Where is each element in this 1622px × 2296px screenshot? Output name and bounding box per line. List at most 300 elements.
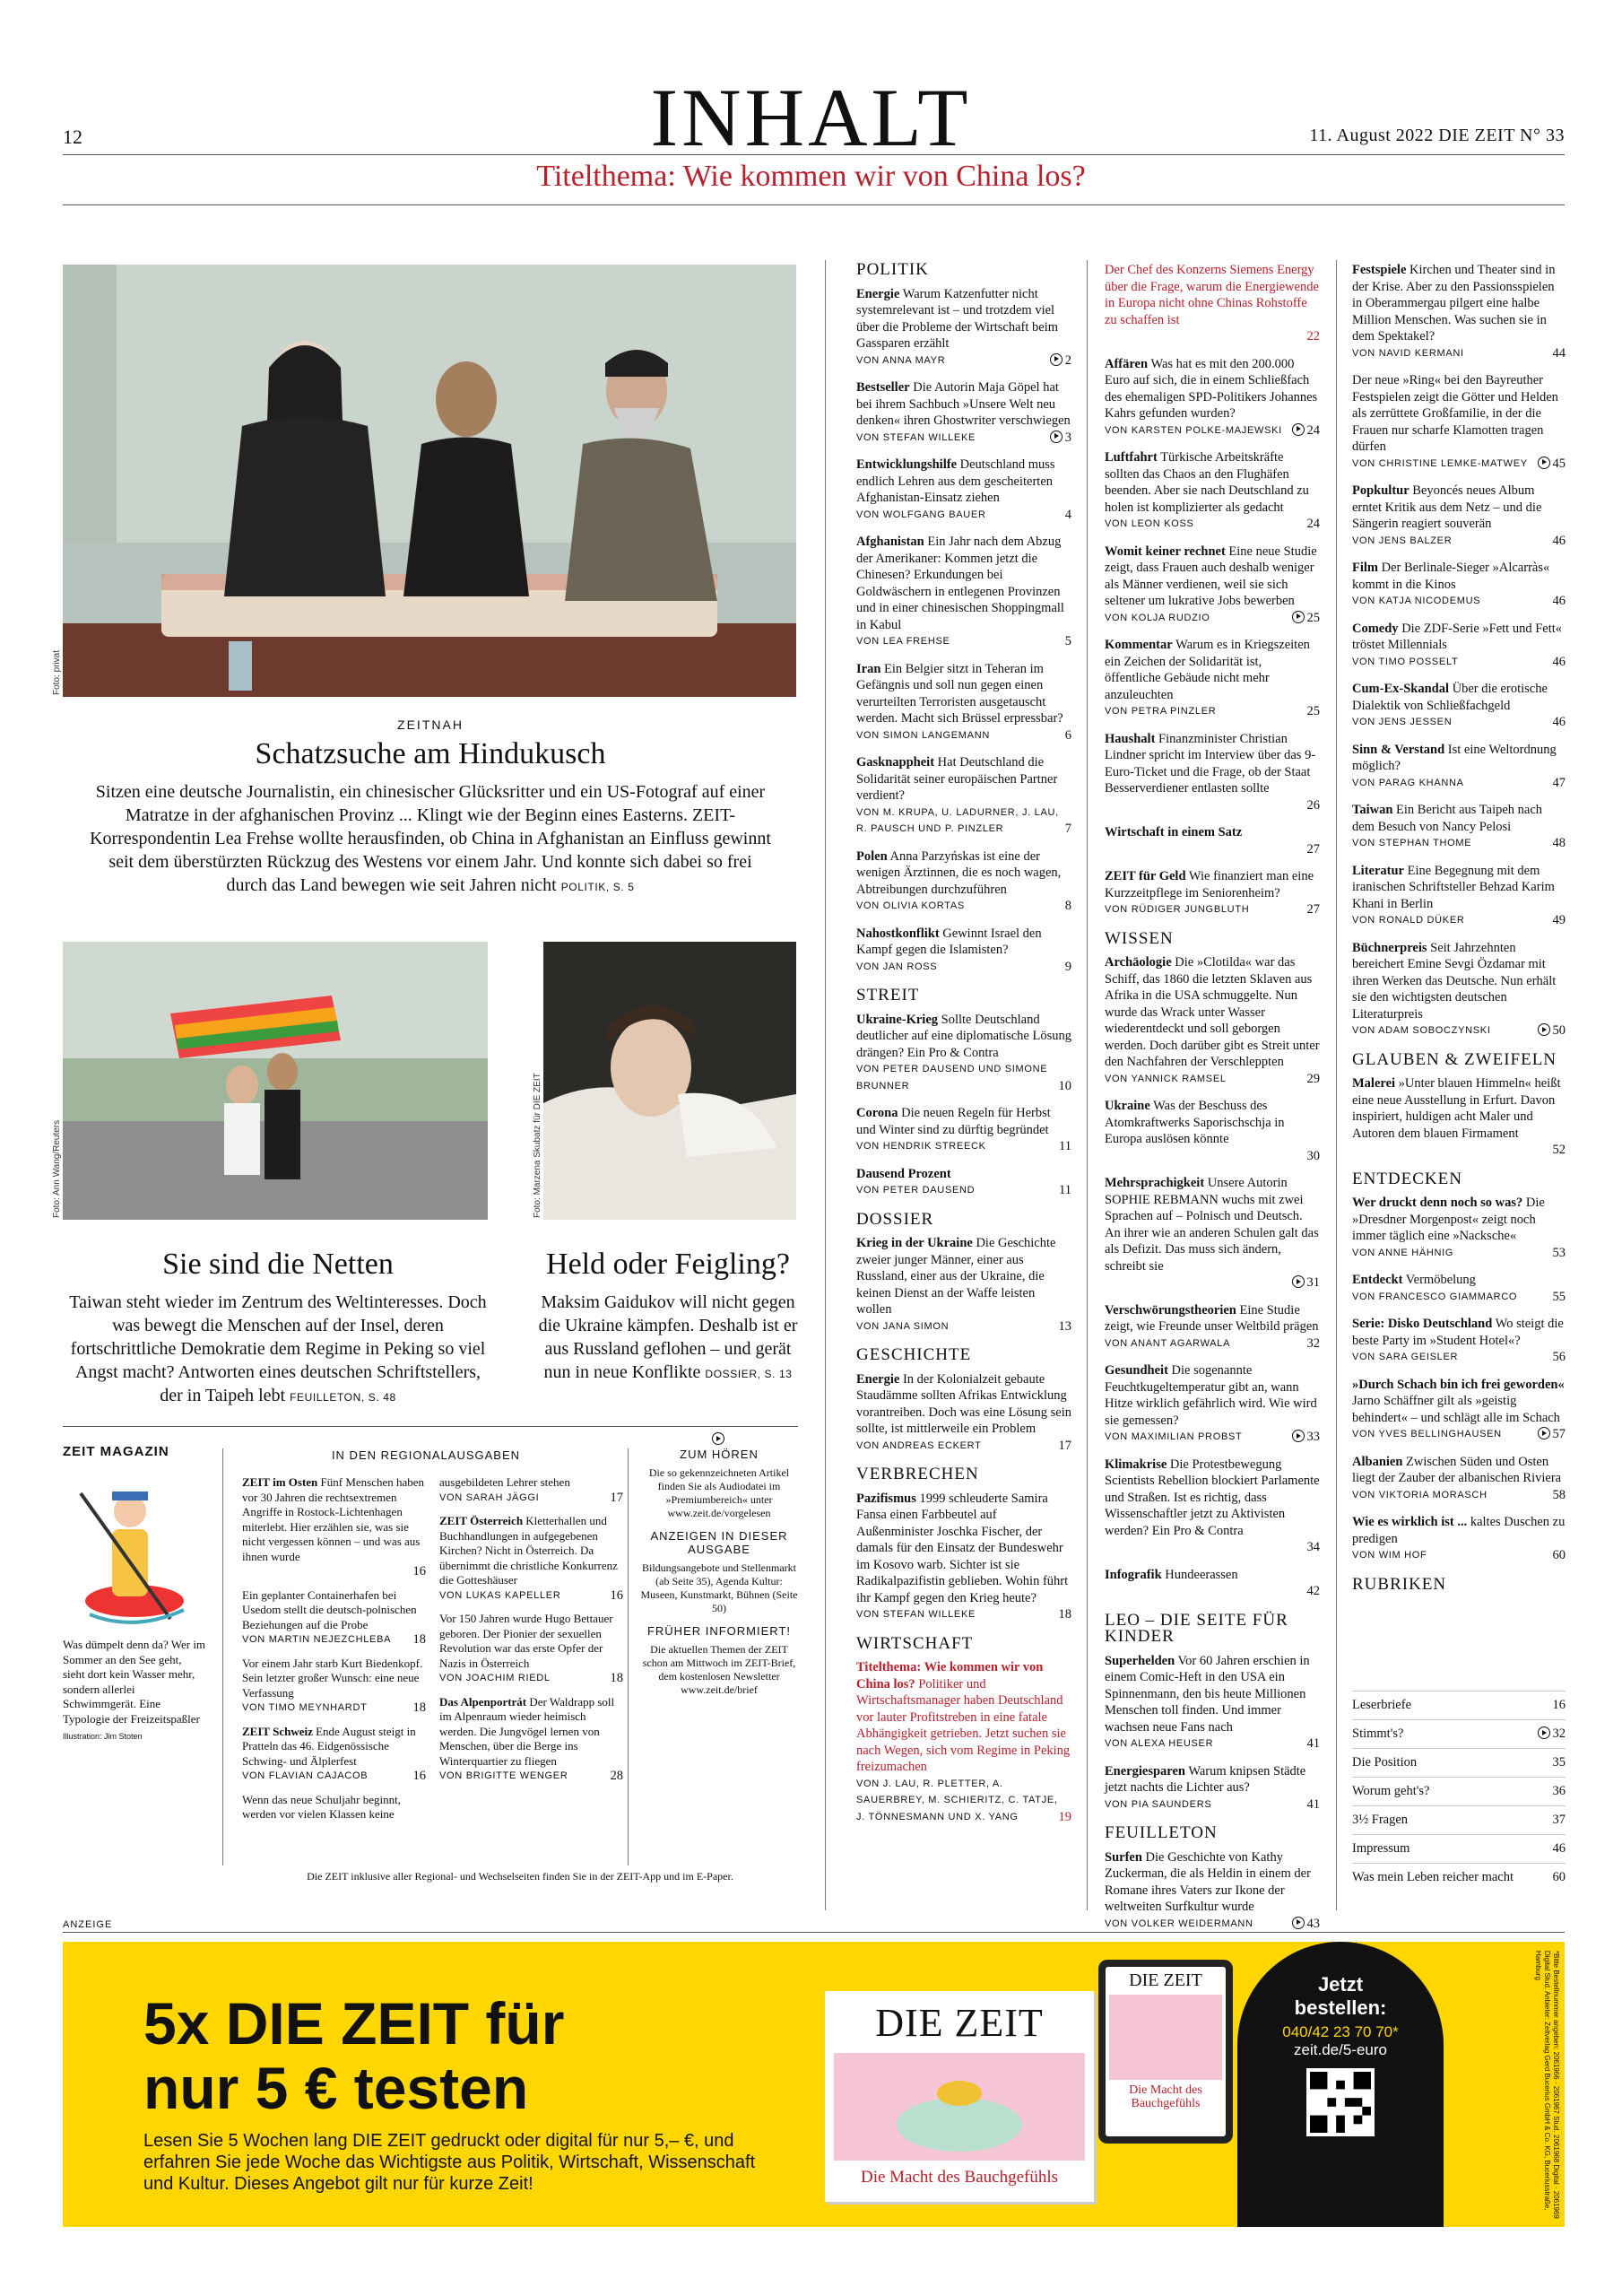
toc-entry-page bbox=[1553, 345, 1566, 362]
toc-entry-teaser: Was hat es mit den 200.000 Euro auf sich, die in einem Schließfach des ehemaligen SPD-Politikers Johannes Kahrs gefunden wurden? bbox=[1105, 356, 1318, 421]
section-heading: GLAUBEN & ZWEIFELN bbox=[1352, 1049, 1557, 1069]
regional-entry-text bbox=[439, 1475, 623, 1491]
toc-entry-teaser: »Unter blauen Himmeln« heißt eine neue Ausstellung in Erfurt. Davon inspiriert, huldigen acht Maler und Autoren dem blauen Firmament bbox=[1352, 1076, 1561, 1141]
toc-entry[interactable] bbox=[1352, 372, 1566, 472]
teaser-kicker: ZEITNAH bbox=[397, 718, 464, 732]
toc-entry-title: Sinn & Verstand bbox=[1352, 742, 1445, 757]
toc-entry-page bbox=[1059, 1182, 1071, 1199]
toc-entry-author: VON YVES BELLINGHAUSEN bbox=[1352, 1429, 1502, 1439]
toc-entry-meta bbox=[1105, 422, 1320, 439]
toc-entry[interactable] bbox=[1352, 1195, 1566, 1261]
toc-entry-text bbox=[856, 1371, 1071, 1438]
toc-entry-author: VON J. LAU, R. PLETTER, A. SAUERBREY, M. SCHIERITZ, C. TATJE, J. TÖNNESMANN UND X. YANG bbox=[856, 1778, 1058, 1822]
page-number: 45 bbox=[1552, 456, 1566, 471]
toc-entry-teaser: Eine Begegnung mit dem iranischen Schriftsteller Behzad Karim Khani in Berlin bbox=[1352, 863, 1555, 911]
toc-entry[interactable] bbox=[1352, 1075, 1566, 1159]
toc-entry-meta bbox=[1352, 1487, 1566, 1504]
ad-fineprint: *Bitte Bestellnummer angeben: 2061966 · 2061967 Stud. 2061968 Digital · 2061969 Digital Stud. Anbieter: Zeitverlag Gerd Bucerius GmbH & Co. KG, Buceriusstraße, Hamburg bbox=[1534, 1951, 1560, 2219]
toc-entry-teaser: kaltes Duschen zu predigen bbox=[1352, 1515, 1566, 1546]
toc-entry-title: Klimakrise bbox=[1105, 1457, 1167, 1472]
toc-entry[interactable] bbox=[856, 1235, 1071, 1335]
regional-entry-title: ZEIT im Osten bbox=[242, 1475, 318, 1489]
toc-entry[interactable] bbox=[856, 661, 1071, 744]
page-number: 18 bbox=[610, 1671, 623, 1685]
toc-entry-teaser: Warum es in Kriegszeiten ein Zeichen der Solidarität ist, öffentliche Gebäude nicht mehr anzuleuchten bbox=[1105, 638, 1310, 702]
page-number: 28 bbox=[610, 1769, 623, 1783]
page-number: 34 bbox=[1306, 1540, 1320, 1554]
page-number: 35 bbox=[1552, 1755, 1566, 1770]
toc-entry-teaser: Politiker und Wirtschaftsmanager haben Deutschland vor lauter Profitstreben in eine fatale Abhängigkeit getrieben. Jetzt suchen sie nach Wegen, sich vom Regime in Peking freizumachen bbox=[856, 1676, 1071, 1774]
toc-entry-title: Infografik bbox=[1105, 1567, 1162, 1582]
toc-entry-teaser: Die sogenannte Feuchtkugeltemperatur gibt an, wann Hitze wirklich gefährlich wird. Wie wird sie gemessen? bbox=[1105, 1363, 1317, 1428]
page-number: 58 bbox=[1552, 1487, 1566, 1502]
page-number: 46 bbox=[1552, 533, 1566, 548]
toc-column-2 bbox=[1105, 262, 1320, 1943]
section-heading: WIRTSCHAFT bbox=[856, 1633, 974, 1653]
regional-entry-author: VON MARTIN NEJEZCHLEBA bbox=[242, 1634, 392, 1645]
toc-entry-teaser: In der Kolonialzeit gebaute Staudämme sollten Afrikas Entwicklung vorantreiben. Doch was eine Lösung sein sollte, ist mittlerweile ein Problem bbox=[856, 1371, 1071, 1436]
toc-entry[interactable] bbox=[1352, 1316, 1566, 1366]
toc-entry-meta bbox=[1352, 456, 1566, 473]
toc-entry[interactable] bbox=[1352, 1377, 1566, 1443]
toc-entry[interactable] bbox=[856, 754, 1071, 838]
page-number: 17 bbox=[1058, 1438, 1071, 1453]
toc-entry[interactable] bbox=[856, 926, 1071, 976]
regional-entry[interactable] bbox=[242, 1475, 426, 1579]
toc-entry[interactable] bbox=[1105, 449, 1320, 533]
toc-entry-author: VON ANANT AGARWALA bbox=[1105, 1337, 1231, 1349]
toc-entry-text bbox=[1352, 742, 1566, 775]
anzeigen-heading: ANZEIGEN IN DIESER AUSGABE bbox=[650, 1529, 788, 1556]
regional-entry-teaser: Fünf Menschen haben vor 30 Jahren die rechtsextremen Angriffe in Rostock-Lichtenhagen miterlebt. Hier erzählen sie, was sie nicht vergessen können – und was aus ihnen wurde bbox=[242, 1475, 425, 1563]
teaser-ref: POLITIK, S. 5 bbox=[560, 881, 635, 893]
audio-play-icon bbox=[1292, 611, 1305, 623]
toc-entry-meta bbox=[1105, 1539, 1320, 1556]
page-number: 18 bbox=[1058, 1607, 1071, 1622]
toc-entry-title: Polen bbox=[856, 848, 888, 864]
toc-entry[interactable] bbox=[1352, 1454, 1566, 1504]
rubrik-row[interactable] bbox=[1352, 1691, 1566, 1719]
toc-entry-meta bbox=[856, 1138, 1071, 1155]
toc-entry-title: Corona bbox=[856, 1106, 898, 1120]
zeitmagazin-logo: ZEIT MAGAZIN bbox=[63, 1444, 169, 1459]
toc-entry-text bbox=[856, 1012, 1071, 1062]
toc-entry-page bbox=[1307, 1071, 1321, 1088]
toc-entry-text bbox=[1352, 560, 1566, 593]
rubriken-list bbox=[1352, 1691, 1566, 1892]
toc-entry-author: VON HENDRIK STREECK bbox=[856, 1141, 986, 1152]
page-number: 52 bbox=[1552, 1143, 1566, 1157]
header-rule-bottom bbox=[63, 204, 1565, 205]
rubrik-label: Was mein Leben reicher macht bbox=[1352, 1870, 1514, 1884]
page-number: 32 bbox=[1552, 1726, 1566, 1741]
teaser-left[interactable] bbox=[67, 1242, 489, 1409]
regional-entry-teaser: Der Waldrapp soll im Alpenraum wieder heimisch werden. Die Jungvögel lernen von Menschen, über die Berge ins Winterquartier zu fliegen bbox=[439, 1694, 615, 1768]
toc-entry-author: VON NAVID KERMANI bbox=[1352, 347, 1464, 359]
ad-paper-logo: DIE ZEIT bbox=[875, 2001, 1044, 2045]
toc-entry-text bbox=[1105, 1763, 1320, 1796]
toc-entry-page bbox=[1307, 1148, 1321, 1165]
main-photo[interactable] bbox=[63, 265, 796, 697]
page-number: 3 bbox=[1064, 430, 1071, 445]
titlethema[interactable]: Titelthema: Wie kommen wir von China los? bbox=[536, 160, 1086, 193]
toc-entry-meta bbox=[1352, 593, 1566, 610]
toc-entry-page bbox=[1538, 456, 1566, 473]
photo-taiwan-couple bbox=[63, 942, 488, 1220]
toc-entry-page bbox=[1307, 901, 1321, 918]
regional-entry[interactable] bbox=[242, 1657, 426, 1716]
ad-qr-code[interactable] bbox=[1306, 2068, 1375, 2136]
regional-entry-text bbox=[242, 1793, 426, 1822]
toc-entry-text bbox=[1352, 1377, 1566, 1427]
toc-entry-meta bbox=[856, 507, 1071, 524]
toc-entry-author: VON ANNE HÄHNIG bbox=[1352, 1247, 1454, 1258]
toc-entry-title: Titelthema: Wie kommen wir von China los? bbox=[856, 1660, 1044, 1692]
toc-entry-author: VON FRANCESCO GIAMMARCO bbox=[1352, 1291, 1518, 1302]
photo-credit-right: Foto: Marzena Skubatz für DIE ZEIT bbox=[533, 1073, 542, 1218]
ad-tablet-logo: DIE ZEIT bbox=[1129, 1970, 1202, 1990]
page-number: 46 bbox=[1552, 715, 1566, 729]
toc-entry-text bbox=[1105, 1567, 1320, 1584]
photo-young-man bbox=[543, 942, 796, 1220]
page-number: 44 bbox=[1552, 345, 1566, 361]
toc-entry-page bbox=[1307, 1735, 1321, 1752]
toc-entry-text bbox=[1352, 1195, 1566, 1245]
toc-entry-title: ZEIT für Geld bbox=[1105, 869, 1186, 883]
toc-entry-teaser: Was der Beschuss des Atomkraftwerks Saporischschja in Europa auslösen könnte bbox=[1105, 1099, 1285, 1146]
regional-entry-text bbox=[242, 1657, 426, 1701]
teaser-right[interactable] bbox=[533, 1242, 802, 1386]
regional-entry[interactable] bbox=[439, 1612, 623, 1686]
toc-entry[interactable] bbox=[1352, 560, 1566, 610]
toc-entry-author: VON TIMO POSSELT bbox=[1352, 656, 1459, 667]
ad-cta-2: bestellen: bbox=[1294, 1996, 1387, 2019]
toc-entry-page bbox=[1292, 610, 1321, 627]
rubrik-page bbox=[1538, 1726, 1566, 1742]
toc-entry-page bbox=[1307, 703, 1321, 720]
toc-entry[interactable] bbox=[1105, 356, 1320, 439]
toc-entry-page bbox=[1059, 1438, 1072, 1455]
regional-entry[interactable] bbox=[439, 1514, 623, 1603]
rubrik-page bbox=[1553, 1870, 1566, 1885]
toc-entry-page bbox=[1065, 727, 1071, 744]
page-number: 60 bbox=[1552, 1870, 1566, 1884]
section-heading: DOSSIER bbox=[856, 1209, 934, 1229]
toc-entry-page bbox=[1307, 841, 1321, 858]
toc-entry[interactable] bbox=[856, 534, 1071, 650]
toc-entry-meta bbox=[1352, 1426, 1566, 1443]
toc-entry-teaser: Anna Parzyńskas ist eine der wenigen Ärztinnen, die es noch wagen, Abtreibungen durchzuführen bbox=[856, 848, 1062, 897]
toc-entry-text bbox=[856, 1166, 1071, 1183]
toc-entry-page bbox=[1553, 1547, 1566, 1564]
toc-entry-teaser: Ein Jahr nach dem Abzug der Amerikaner: Kommen jetzt die Chinesen? Erkundungen bei Goldwäschern in entlegenen Provinzen und in einer chinesischen Shoppingmall in Kabul bbox=[856, 535, 1064, 632]
toc-entry-page bbox=[1307, 797, 1321, 814]
issue-date: 11. August 2022 DIE ZEIT N° 33 bbox=[1309, 126, 1565, 145]
toc-entry-text bbox=[856, 848, 1071, 899]
toc-entry-meta bbox=[1105, 1429, 1320, 1446]
ad-headline-2: nur 5 € testen bbox=[143, 2055, 529, 2121]
page-number: 36 bbox=[1552, 1784, 1566, 1798]
audio-play-icon bbox=[1538, 1726, 1550, 1739]
toc-entry[interactable] bbox=[856, 286, 1071, 370]
regional-entry-teaser: Ein geplanter Containerhafen bei Usedom stellt die deutsch-polnischen Beziehungen auf die Probe bbox=[242, 1587, 417, 1631]
regional-entry[interactable] bbox=[439, 1475, 623, 1505]
toc-entry-text bbox=[1105, 824, 1320, 841]
toc-entry[interactable] bbox=[1105, 544, 1320, 627]
toc-entry-meta bbox=[1352, 1547, 1566, 1564]
toc-entry[interactable] bbox=[1352, 742, 1566, 792]
toc-entry-author: VON KOLJA RUDZIO bbox=[1105, 612, 1210, 623]
regional-entry-author: VON TIMO MEYNHARDT bbox=[242, 1702, 368, 1713]
toc-entry[interactable] bbox=[856, 1166, 1071, 1199]
toc-entry[interactable] bbox=[856, 1105, 1071, 1155]
toc-entry-page bbox=[1553, 912, 1566, 929]
toc-entry[interactable] bbox=[856, 1012, 1071, 1095]
toc-entry-author: VON VOLKER WEIDERMANN bbox=[1105, 1918, 1253, 1929]
toc-entry-title: Wie es wirklich ist ... bbox=[1352, 1515, 1468, 1529]
teaser-left-title: Sie sind die Netten bbox=[162, 1248, 394, 1281]
toc-entry[interactable] bbox=[1105, 1653, 1320, 1752]
audio-play-icon bbox=[1538, 1023, 1550, 1036]
regional-entry[interactable] bbox=[439, 1695, 623, 1784]
toc-entry-teaser: Der Berlinale-Sieger »Alcarràs« kommt in die Kinos bbox=[1352, 561, 1550, 592]
toc-entry-text bbox=[1352, 802, 1566, 835]
toc-entry[interactable] bbox=[856, 379, 1071, 446]
zeitmagazin-box[interactable] bbox=[63, 1444, 206, 1741]
photo-taiwan[interactable] bbox=[63, 942, 488, 1220]
page-number: 16 bbox=[412, 1564, 426, 1578]
toc-entry-author: VON KARSTEN POLKE-MAJEWSKI bbox=[1105, 424, 1282, 436]
toc-entry-author: VON JANA SIMON bbox=[856, 1320, 950, 1332]
toc-entry-teaser: Eine neue Studie zeigt, dass Frauen auch deshalb weniger als Männer verdienen, weil sie sich seltener um lukrative Jobs bewerben bbox=[1105, 544, 1317, 608]
toc-entry-teaser: Wie finanziert man eine Kurzzeitpflege im Seniorenheim? bbox=[1105, 869, 1314, 900]
toc-entry-teaser: Gewinnt Israel den Kampf gegen die Islamisten? bbox=[856, 926, 1042, 957]
toc-entry-text bbox=[1352, 863, 1566, 913]
toc-entry-page bbox=[1307, 1539, 1321, 1556]
ad-newspaper bbox=[825, 1991, 1094, 2202]
page-number: 16 bbox=[412, 1769, 426, 1783]
regional-entry-author: VON JOACHIM RIEDL bbox=[439, 1673, 551, 1683]
regional-entry[interactable] bbox=[242, 1725, 426, 1784]
toc-entry-meta bbox=[856, 1318, 1071, 1335]
toc-entry-teaser: Ein Belgier sitzt in Teheran im Gefängnis und soll nun gegen einen verurteilten Terroristen ausgetauscht werden. Macht sich Brüssel erpressbar? bbox=[856, 661, 1063, 726]
regional-entry[interactable] bbox=[242, 1588, 426, 1648]
teaser-left-ref: FEUILLETON, S. 48 bbox=[290, 1391, 396, 1404]
toc-entry-page bbox=[1553, 1142, 1566, 1159]
toc-entry-title: Energie bbox=[856, 1371, 900, 1387]
section-heading: ENTDECKEN bbox=[1352, 1169, 1462, 1188]
toc-entry[interactable] bbox=[1352, 940, 1566, 1039]
toc-entry-page bbox=[1553, 654, 1566, 671]
toc-entry-page bbox=[1050, 430, 1071, 447]
toc-entry[interactable] bbox=[1105, 824, 1320, 857]
toc-entry-text bbox=[1105, 1175, 1320, 1274]
toc-entry-meta bbox=[1352, 714, 1566, 731]
rubrik-page bbox=[1553, 1841, 1566, 1857]
page-number: 41 bbox=[1306, 1736, 1320, 1751]
teaser-right-ref: DOSSIER, S. 13 bbox=[705, 1368, 793, 1380]
toc-entry-teaser: Seit Jahrzehnten bereichert Emine Sevgi Özdamar mit ihren Werken das Deutsche. Nun erhält sie den wichtigsten deutschen Literaturpreis bbox=[1352, 940, 1557, 1022]
page-number: 25 bbox=[1306, 610, 1320, 625]
page-number: 7 bbox=[1064, 822, 1071, 836]
toc-entry-text bbox=[1105, 954, 1320, 1071]
toc-entry-teaser: Warum knipsen Städte jetzt nachts die Lichter aus? bbox=[1105, 1763, 1306, 1795]
regional-entry-author: VON SARAH JÄGGI bbox=[439, 1492, 540, 1503]
page-number: 24 bbox=[1306, 517, 1320, 531]
page-number: 33 bbox=[1306, 1430, 1320, 1444]
regional-entry-title: ZEIT Schweiz bbox=[242, 1724, 313, 1738]
toc-entry-teaser: Die »Dresdner Morgenpost« zeigt noch immer täglich eine »Nacksche« bbox=[1352, 1196, 1545, 1243]
toc-entry[interactable] bbox=[1105, 1457, 1320, 1556]
zeitmagazin-illustration-credit: Illustration: Jim Stoten bbox=[63, 1732, 143, 1741]
rubrik-row[interactable] bbox=[1352, 1777, 1566, 1805]
toc-entry[interactable] bbox=[1352, 262, 1566, 361]
toc-entry-text bbox=[1352, 621, 1566, 654]
hoeren-box bbox=[638, 1431, 800, 1697]
toc-entry-title: Comedy bbox=[1352, 621, 1399, 636]
toc-entry[interactable] bbox=[1105, 1175, 1320, 1292]
toc-entry[interactable] bbox=[856, 1371, 1071, 1455]
toc-entry-title: Popkultur bbox=[1352, 483, 1409, 498]
audio-play-icon bbox=[1292, 423, 1305, 436]
ad-url[interactable]: zeit.de/5-euro bbox=[1294, 2041, 1387, 2058]
toc-entry-title: Literatur bbox=[1352, 863, 1404, 878]
rubrik-row[interactable] bbox=[1352, 1834, 1566, 1863]
toc-entry-teaser: Jarno Schäffner gilt als »geistig behindert« – und schlägt alle im Schach bbox=[1352, 1394, 1560, 1425]
toc-entry-teaser: Vermöbelung bbox=[1405, 1273, 1476, 1287]
rubrik-row[interactable] bbox=[1352, 1748, 1566, 1777]
regional-right bbox=[439, 1475, 623, 1793]
toc-entry[interactable] bbox=[856, 1491, 1071, 1623]
toc-entry-text bbox=[856, 379, 1071, 430]
toc-entry[interactable] bbox=[1352, 1514, 1566, 1564]
page-number: 17 bbox=[610, 1490, 623, 1505]
regional-entry-text bbox=[242, 1725, 426, 1770]
teaser-right-text: Maksim Gaidukov will nicht gegen die Ukraine kämpfen. Deshalb ist er aus Russland geflohen – und gerät nun in neue Konflikte bbox=[538, 1292, 798, 1382]
main-teaser[interactable] bbox=[90, 718, 771, 899]
toc-entry-title: Energie bbox=[856, 286, 900, 301]
toc-entry-page bbox=[1553, 714, 1566, 731]
toc-entry-meta bbox=[1352, 1289, 1566, 1306]
page-number: 11 bbox=[1059, 1183, 1071, 1197]
toc-entry-page bbox=[1065, 821, 1071, 838]
rubrik-label: 3½ Fragen bbox=[1352, 1813, 1409, 1827]
toc-entry-meta bbox=[1352, 654, 1566, 671]
teaser-title: Schatzsuche am Hindukusch bbox=[255, 737, 606, 770]
rubrik-row[interactable] bbox=[1352, 1863, 1566, 1892]
toc-entry-text bbox=[1105, 1849, 1320, 1916]
toc-entry-title: Wirtschaft in einem Satz bbox=[1105, 825, 1243, 839]
masthead: INHALT bbox=[650, 72, 972, 163]
section-heading: STREIT bbox=[856, 986, 920, 1004]
toc-entry-title: Cum-Ex-Skandal bbox=[1352, 682, 1449, 696]
ad-banner[interactable] bbox=[63, 1942, 1565, 2227]
toc-entry[interactable] bbox=[1105, 1302, 1320, 1352]
toc-entry[interactable] bbox=[1105, 868, 1320, 918]
toc-entry[interactable] bbox=[1105, 637, 1320, 720]
toc-entry[interactable] bbox=[1105, 731, 1320, 814]
toc-entry-teaser: Unsere Autorin SOPHIE REBMANN wuchs mit zwei Sprachen auf – Polnisch und Deutsch. An ihrer wie an anderen Schulen galt das als Defizit. Das muss sich ändern, schreibt sie bbox=[1105, 1176, 1319, 1274]
toc-entry-author: VON WOLFGANG BAUER bbox=[856, 509, 986, 520]
audio-play-icon bbox=[1292, 1430, 1305, 1442]
photo-portrait[interactable] bbox=[543, 942, 796, 1220]
toc-entry-text bbox=[1352, 940, 1566, 1023]
audio-play-icon bbox=[1538, 1427, 1550, 1439]
ad-phone[interactable]: 040/42 23 70 70* bbox=[1282, 2023, 1399, 2040]
toc-entry[interactable] bbox=[1352, 863, 1566, 929]
ad-cta[interactable] bbox=[1237, 1942, 1444, 2227]
rubrik-row[interactable] bbox=[1352, 1719, 1566, 1748]
toc-entry[interactable] bbox=[856, 848, 1071, 915]
toc-entry-page bbox=[1292, 1429, 1321, 1446]
regional-entry-teaser: Wenn das neue Schuljahr beginnt, werden vor vielen Klassen keine bbox=[242, 1792, 401, 1821]
photo-credit-left: Foto: Ann Wang/Reuters bbox=[52, 1119, 62, 1218]
toc-entry[interactable] bbox=[1352, 681, 1566, 731]
toc-entry-meta bbox=[1105, 1583, 1320, 1600]
page-number: 4 bbox=[1064, 507, 1071, 522]
toc-entry-text bbox=[1352, 1454, 1566, 1487]
toc-entry-page bbox=[1059, 1606, 1072, 1623]
anzeigen-text: Bildungsangebote und Stellenmarkt (ab Seite 35), Agenda Kultur: Museen, Kunstmarkt, Bühnen (Seite 50) bbox=[640, 1561, 798, 1614]
regional-entry-teaser: Vor 150 Jahren wurde Hugo Bettauer geboren. Der Pionier der sexuellen Revolution war das erste Opfer der Nazis in Österreich bbox=[439, 1612, 613, 1670]
toc-entry[interactable] bbox=[1352, 802, 1566, 852]
rubrik-label: Die Position bbox=[1352, 1755, 1418, 1770]
toc-entry[interactable] bbox=[856, 457, 1071, 523]
toc-entry[interactable] bbox=[856, 1659, 1071, 1825]
page-number: 47 bbox=[1552, 775, 1566, 790]
toc-entry[interactable] bbox=[1105, 954, 1320, 1087]
page-number: 5 bbox=[1064, 634, 1071, 648]
toc-entry-text bbox=[1352, 1316, 1566, 1349]
toc-entry[interactable] bbox=[1105, 1849, 1320, 1933]
toc-entry-meta bbox=[1105, 1148, 1320, 1165]
page-number: 41 bbox=[1306, 1796, 1320, 1812]
toc-entry-meta bbox=[1105, 516, 1320, 533]
toc-entry-text bbox=[1105, 1653, 1320, 1736]
toc-entry-teaser: Beyoncés neues Album erntet Kritik aus dem Netz – und die Sängerin reagiert souverän bbox=[1352, 483, 1542, 531]
toc-entry-teaser: Die neuen Regeln für Herbst und Winter sind zu dürftig begründet bbox=[856, 1106, 1051, 1137]
page-number: 9 bbox=[1064, 959, 1071, 974]
toc-entry-page bbox=[1307, 328, 1321, 345]
regional-entry[interactable] bbox=[242, 1793, 426, 1822]
ad-headline-1: 5x DIE ZEIT für bbox=[143, 1990, 565, 2057]
toc-entry[interactable] bbox=[1105, 262, 1320, 345]
page-number: 42 bbox=[1306, 1584, 1320, 1598]
ad-tablet bbox=[1098, 1960, 1233, 2144]
toc-entry[interactable] bbox=[1105, 1567, 1320, 1600]
regional-entry-meta bbox=[242, 1564, 426, 1579]
toc-entry-teaser: Die Autorin Maja Göpel hat bei ihrem Sachbuch »Unsere Welt neu denken« ihren Ghostwriter verschwiegen bbox=[856, 380, 1071, 428]
regional-entry-meta bbox=[439, 1491, 623, 1506]
toc-entry-teaser: Die »Clotilda« war das Schiff, das 1860 die letzten Sklaven aus Afrika in die USA schmuggelte. Nun wurde das Wrack unter Wasser wiederentdeckt und soll geborgen werden. Doch darüber gibt es Streit unter den Nachfahren der Verschleppten bbox=[1105, 955, 1320, 1069]
page-number: 31 bbox=[1306, 1275, 1320, 1290]
toc-entry[interactable] bbox=[1105, 1763, 1320, 1813]
toc-entry-title: Bestseller bbox=[856, 380, 910, 395]
toc-entry-page bbox=[1553, 775, 1566, 792]
regional-entry-text bbox=[439, 1514, 623, 1588]
regional-entry-author: VON BRIGITTE WENGER bbox=[439, 1770, 568, 1781]
toc-entry[interactable] bbox=[1105, 1098, 1320, 1164]
toc-entry[interactable] bbox=[1105, 1362, 1320, 1446]
toc-entry-meta bbox=[1352, 912, 1566, 929]
toc-entry-author: VON WIM HOF bbox=[1352, 1550, 1427, 1561]
ad-label: ANZEIGE bbox=[63, 1919, 113, 1930]
toc-entry-teaser: Die Geschichte zweier junger Männer, einer aus Russland, einer aus der Ukraine, die keinen Dienst an der Waffe leisten wollen bbox=[856, 1236, 1056, 1317]
toc-entry[interactable] bbox=[1352, 483, 1566, 549]
rubrik-row[interactable] bbox=[1352, 1805, 1566, 1834]
toc-entry[interactable] bbox=[1352, 1272, 1566, 1305]
toc-entry[interactable] bbox=[1352, 621, 1566, 671]
